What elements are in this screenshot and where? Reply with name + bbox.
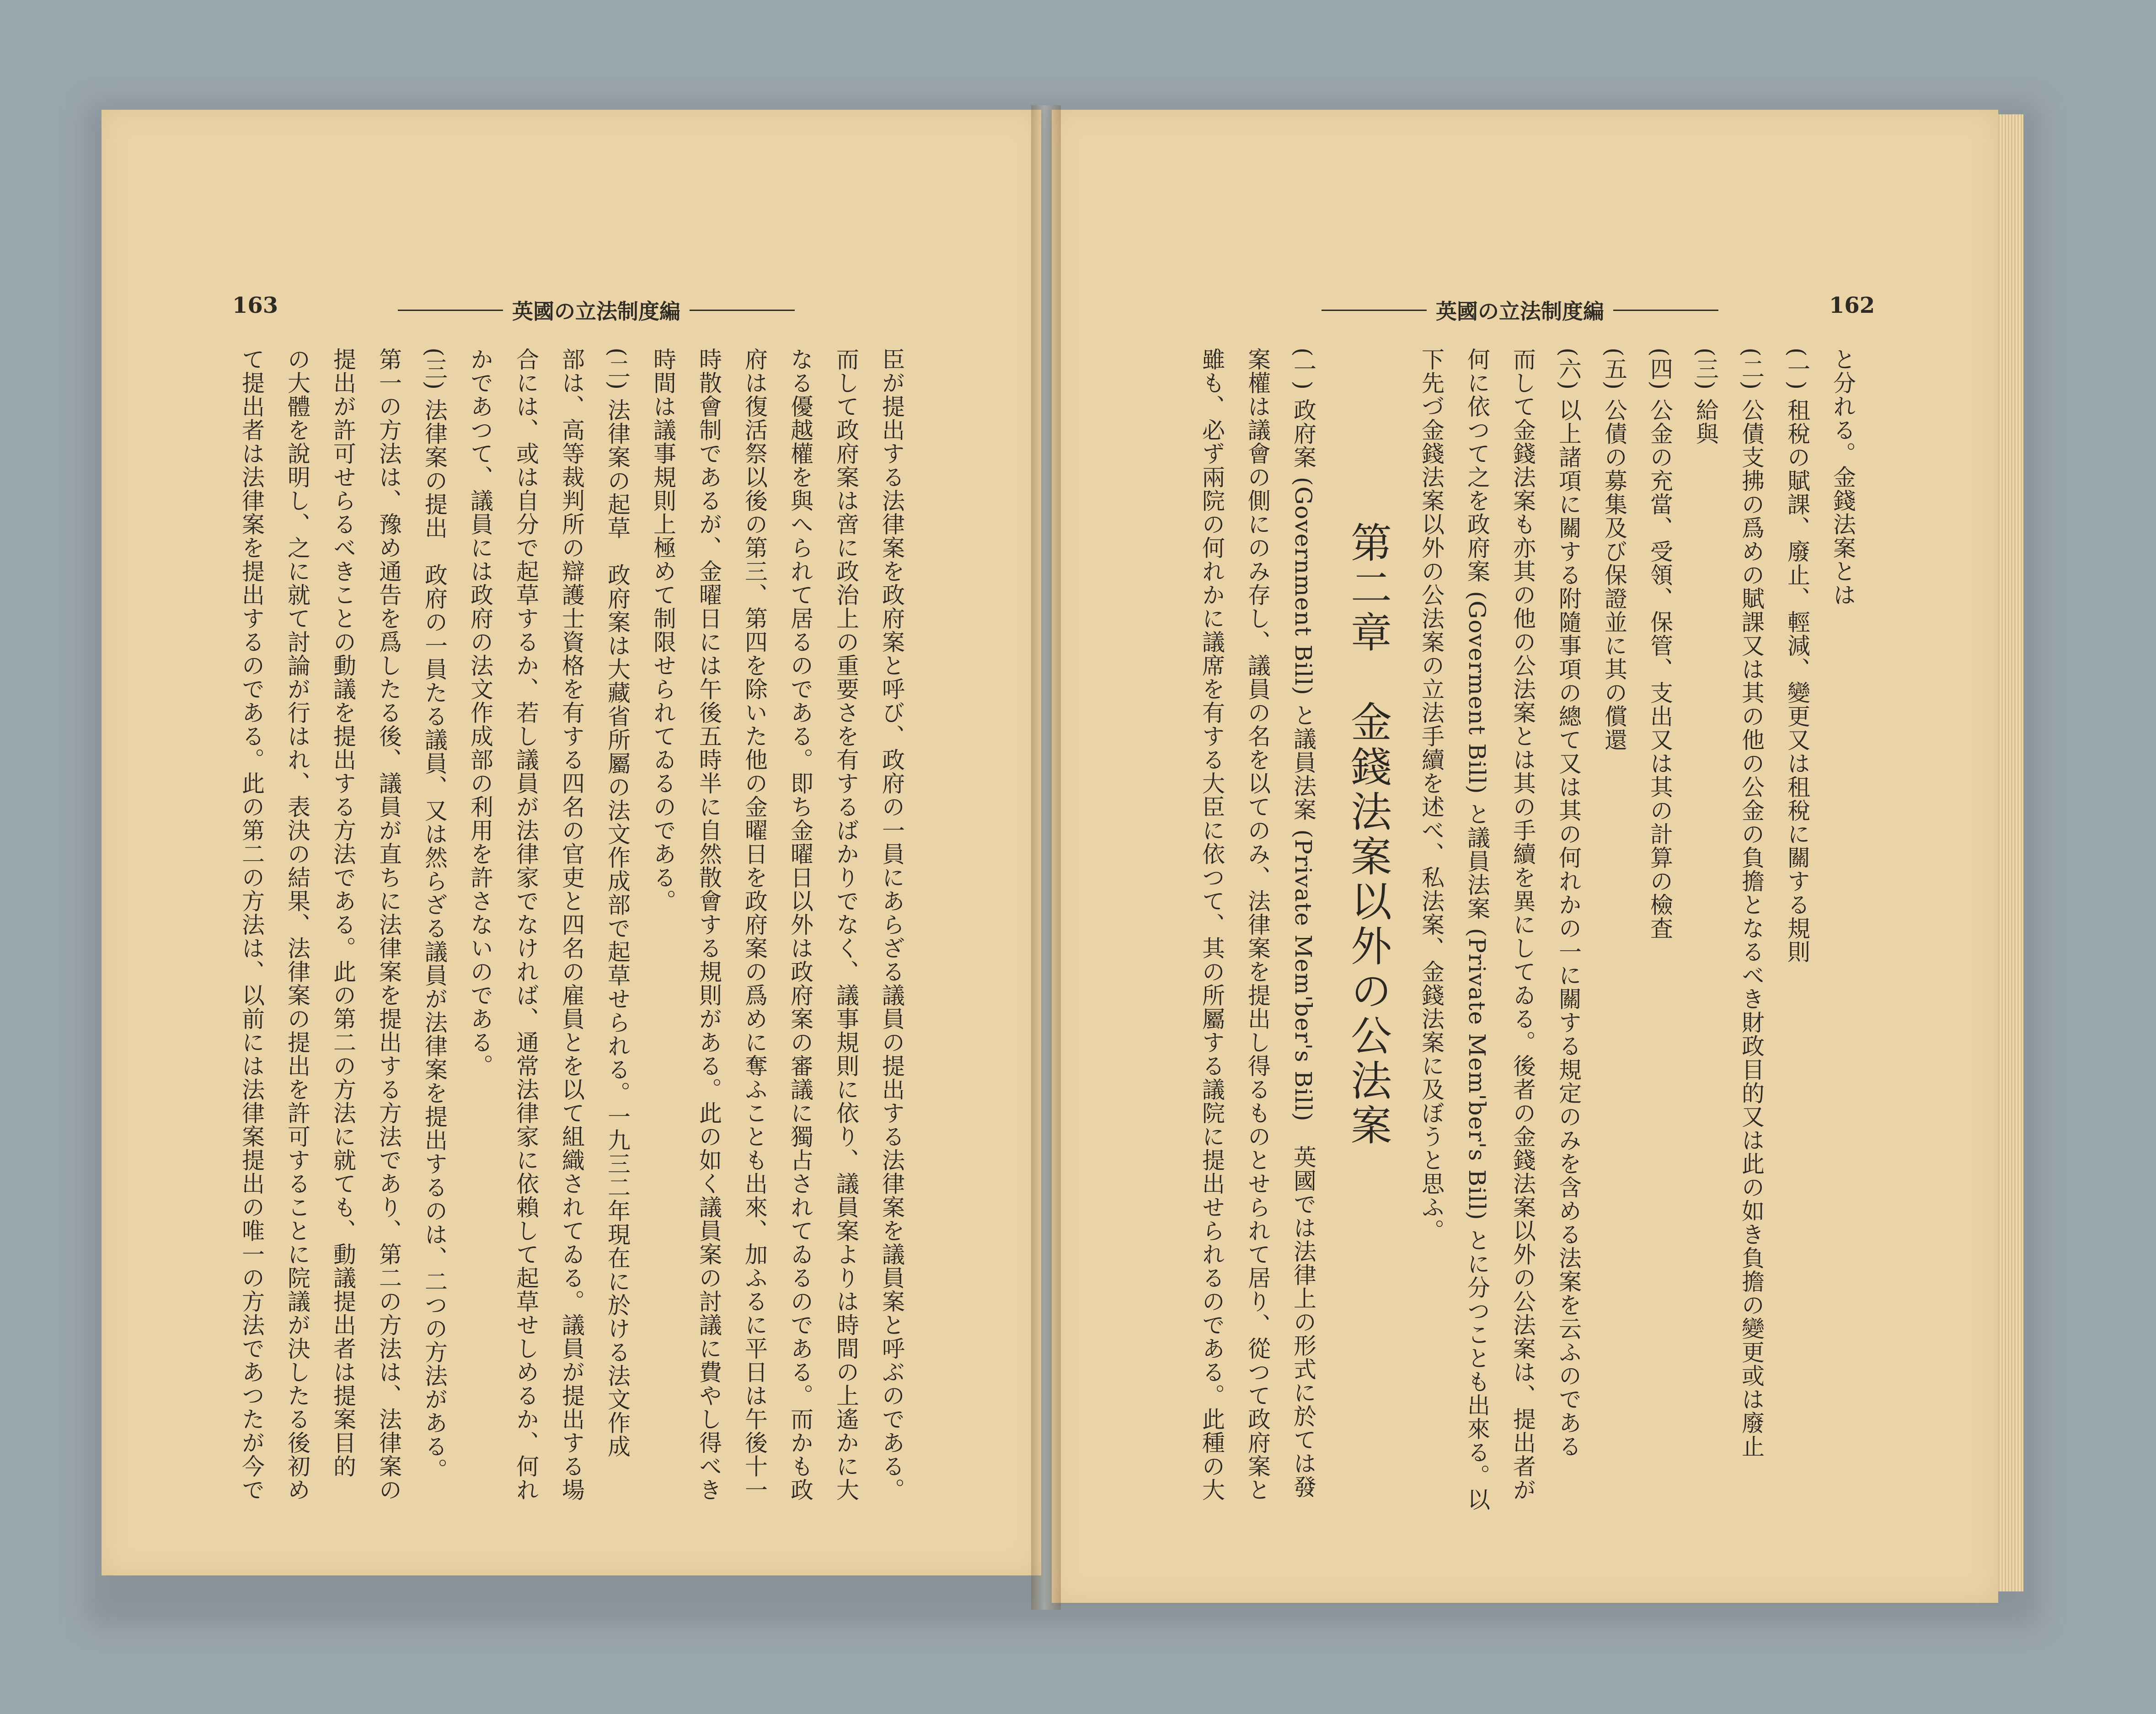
right-line: (一) 政府案 (Government Bill) と議員法案 (Private Mem'ber's Bill) 英國では法律上の形式に於ては發 xyxy=(1290,348,1316,1499)
right-line: (四) 公金の充當、受領、保管、支出又は其の計算の檢査 xyxy=(1647,348,1673,940)
left-line: (二) 法律案の起草 政府案は大藏省所屬の法文作成部で起草せられる。一九三二年現在に於ける法文作成 xyxy=(604,348,631,1458)
left-line: 而して政府案は啻に政治上の重要さを有するばかりでなく、議事規則に依り、議員案よりは時間の上遙かに大 xyxy=(833,348,859,1502)
right-head-rule-left xyxy=(1321,310,1427,311)
chapter-heading: 第二章 金錢法案以外の公法案 xyxy=(1343,521,1391,1149)
left-running-head xyxy=(398,295,795,325)
right-head-rule-right xyxy=(1613,310,1718,311)
left-line: 時散會制であるが、金曜日には午後五時半に自然散會する規則がある。此の如く議員案の討議に費やし得べき xyxy=(695,348,722,1502)
right-line: 下先づ金錢法案以外の公法案の立法手續を述べ、私法案、金錢法案に及ぼうと思ふ。 xyxy=(1418,348,1444,1243)
left-body-text xyxy=(210,348,915,1502)
right-line: (六) 以上諸項に關する附隨事項の總て又は其の何れかの一に關する規定のみを含める法案を云ふのである xyxy=(1555,348,1582,1458)
right-line: と分れる。金錢法案とは xyxy=(1830,348,1856,607)
left-running-head-text: 英國の立法制度編 xyxy=(512,299,680,324)
right-line: (三) 給與 xyxy=(1692,348,1719,445)
right-line: (五) 公債の募集及び保證並に其の償還 xyxy=(1601,348,1627,752)
left-line: 府は復活祭以後の第三、第四を除いた他の金曜日を政府案の爲めに奪ふことも出來、加ふるに平日は午後十一 xyxy=(741,348,768,1502)
left-line: 部は、高等裁判所の辯護士資格を有する四名の官吏と四名の雇員とを以て組織されてゐる。議員が提出する場 xyxy=(558,348,585,1502)
book-gutter xyxy=(1031,105,1061,1610)
right-running-head-text: 英國の立法制度編 xyxy=(1436,299,1604,324)
left-page-number: 163 xyxy=(232,293,278,318)
left-head-rule-left xyxy=(398,310,503,311)
left-line: の大體を說明し、之に就て討論が行はれ、表決の結果、法律案の提出を許可することに院議が決したる後初め xyxy=(284,348,310,1502)
right-line: 何に依つて之を政府案 (Goverment Bill) と議員法案 (Private Mem'ber's Bill) とに分つことも出來る。以 xyxy=(1464,348,1490,1511)
left-line: て提出者は法律案を提出するのである。此の第二の方法は、以前には法律案提出の唯一の方法であつたが今で xyxy=(238,348,265,1502)
right-line: (一) 租稅の賦課、廢止、輕減、變更又は租稅に關する規則 xyxy=(1784,348,1810,964)
left-line: 臣が提出する法律案を政府案と呼び、政府の一員にあらざる議員の提出する法律案を議員案と呼ぶのである。 xyxy=(878,348,905,1502)
right-line: 案權は議會の側にのみ存し、議員の名を以てのみ、法律案を提出し得るものとせられて居り、從つて政府案と xyxy=(1244,348,1271,1502)
right-running-head xyxy=(1321,295,1718,325)
right-line: 雖も、必ず兩院の何れかに議席を有する大臣に依つて、其の所屬する議院に提出せられるのである。此種の大 xyxy=(1198,348,1225,1502)
left-line: 提出が許可せらるべきことの動議を提出する方法である。此の第二の方法に就ても、動議提出者は提案目的 xyxy=(330,348,356,1478)
left-head-rule-right xyxy=(690,310,795,311)
page-edges xyxy=(1998,114,2023,1591)
right-body-text xyxy=(1175,348,1866,1511)
left-line: 第一の方法は、豫め通告を爲したる後、議員が直ちに法律案を提出する方法であり、第二の方法は、法律案の xyxy=(375,348,402,1502)
left-line: なる優越權を與へられて居るのである。即ち金曜日以外は政府案の審議に獨占されてゐるのである。而かも政 xyxy=(787,348,813,1502)
left-line: 時間は議事規則上極めて制限せられてゐるのである。 xyxy=(650,348,676,913)
left-line: 合には、或は自分で起草するか、若し議員が法律家でなければ、通常法律家に依賴して起草せしめるか、何れ xyxy=(513,348,539,1502)
right-page-number: 162 xyxy=(1829,293,1875,318)
right-line: (二) 公債支拂の爲めの賦課又は其の他の公金の負擔となるべき財政目的又は此の如き負擔の變更或は廢止 xyxy=(1738,348,1765,1458)
right-line: 而して金錢法案も亦其の他の公法案とは其の手續を異にしてゐる。後者の金錢法案以外の公法案は、提出者が xyxy=(1509,348,1536,1502)
left-line: かであつて、議員には政府の法文作成部の利用を許さないのである。 xyxy=(467,348,493,1078)
left-line: (三) 法律案の提出 政府の一員たる議員、又は然らざる議員が法律案を提出するのは、二つの方法がある。 xyxy=(421,348,448,1482)
